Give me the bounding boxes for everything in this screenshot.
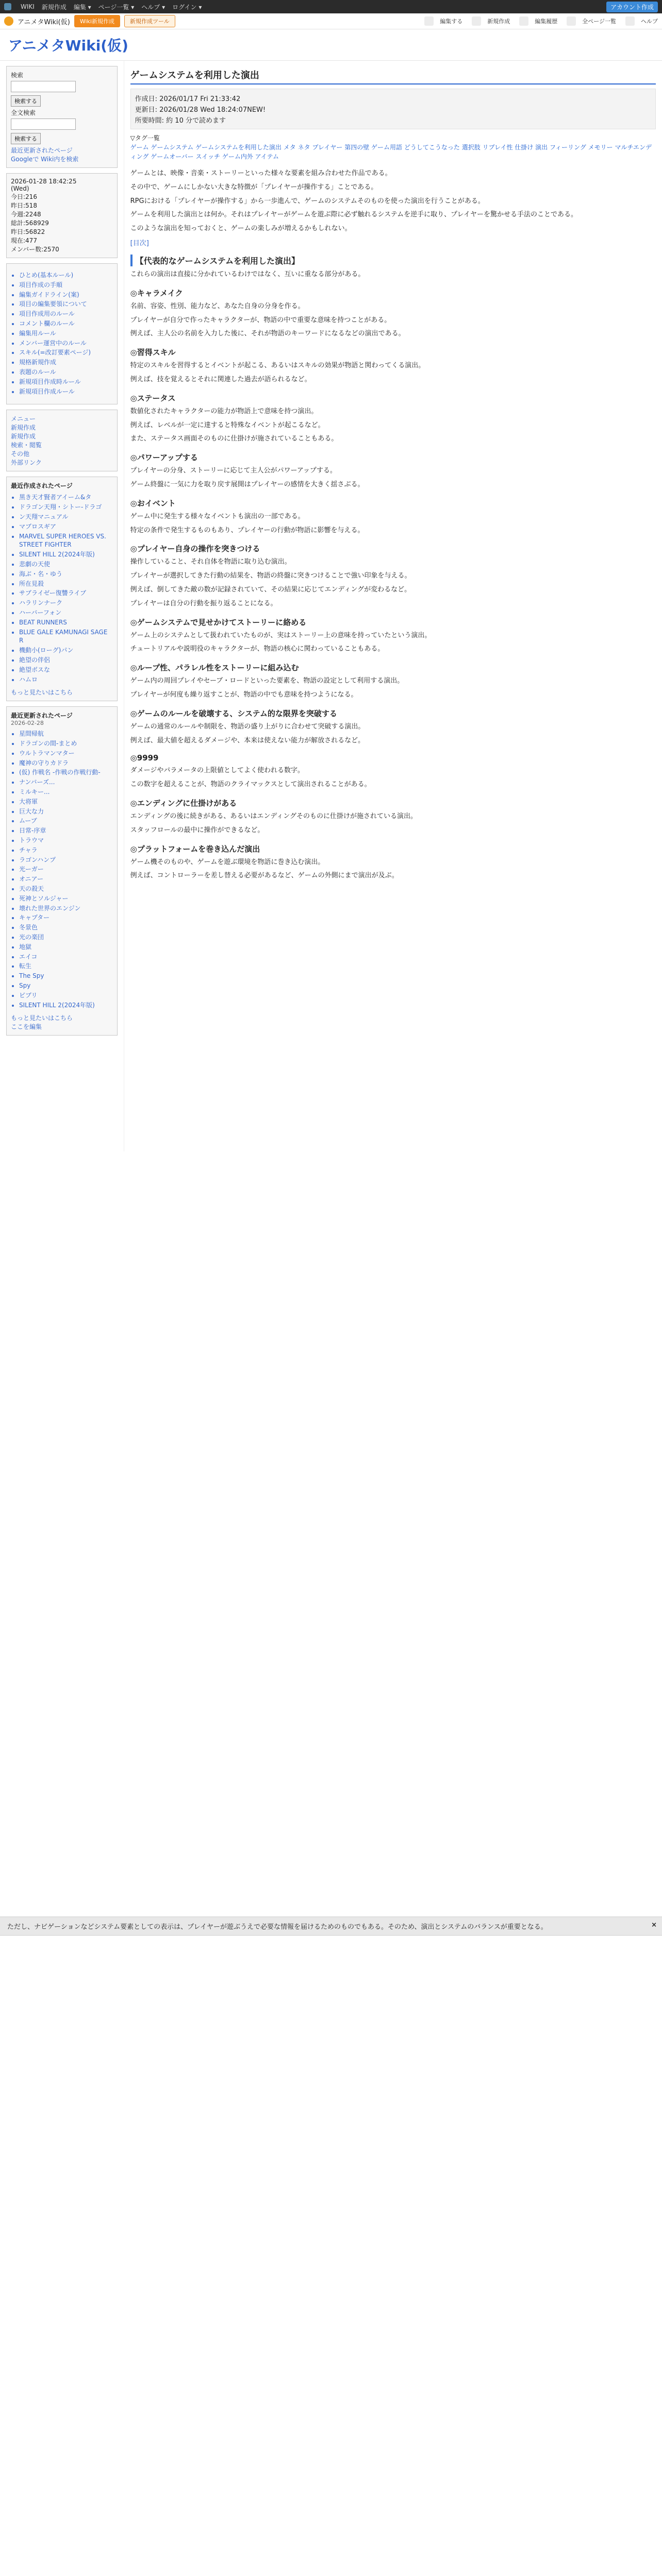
tag-link[interactable]: リプレイ性 (482, 144, 513, 151)
recent2-item[interactable]: • ミルキー... (19, 788, 113, 796)
tag-link[interactable]: アイテム (255, 153, 279, 160)
section-paragraph: プレイヤーは自分の行動を振り返ることになる。 (130, 599, 277, 607)
section (130, 347, 656, 385)
stat-yesterday2: 昨日:56822 (11, 228, 45, 235)
rule-item[interactable]: • メンバー運営中のルール (19, 339, 113, 348)
history-icon[interactable] (519, 16, 528, 26)
search-input[interactable] (11, 81, 76, 92)
tag-link[interactable]: ネタ (297, 144, 310, 151)
meta-views-label: 所要時間: (135, 117, 164, 125)
fulltext-button[interactable]: 検索する (11, 133, 41, 144)
sidebar (0, 61, 124, 1151)
tag-link[interactable]: ゲーム用語 (371, 144, 403, 151)
recent2-item[interactable]: • The Spy (19, 972, 113, 980)
recent2-item[interactable]: • 日常-序章 (19, 826, 113, 835)
rule-item[interactable]: • 項目作成用のルール (19, 310, 113, 318)
rules-panel (6, 263, 118, 404)
search-label: 検索 (11, 72, 24, 79)
nav-help[interactable]: ヘルプ ▾ (141, 3, 166, 11)
section (130, 543, 656, 609)
recent-item[interactable]: • SILENT HILL 2(2024年版) (19, 550, 113, 559)
section (130, 843, 656, 882)
help-label[interactable]: ヘルプ (641, 18, 658, 25)
meta-updated-label: 更新日: (135, 106, 158, 114)
fulltext-input[interactable] (11, 118, 76, 130)
section-heading: ◎ゲームのルールを破壊する、システム的な限界を突破する (130, 708, 337, 718)
section-paragraph: ゲーム中に発生する様々なイベントも演出の一部である。 (130, 512, 305, 520)
page-meta (130, 89, 656, 129)
overlay-text: ただし、ナビゲーションなどシステム要素としての表示は、プレイヤーが遊ぶうえで必要な情報を届けるためのものでもある。そのため、演出とシステムのバランスが重要となる。 (7, 1923, 548, 1931)
stat-today: 今日:216 (11, 193, 37, 200)
section-heading: ◎ループ性、パラレル性をストーリーに組み込む (130, 663, 299, 673)
recent-item[interactable]: • マブロスギア (19, 522, 113, 531)
rule-item[interactable]: • 編集用ルール (19, 329, 113, 338)
section (130, 255, 656, 280)
section-paragraph: ゲーム内の周回プレイやセーブ・ロードといった要素を、物語の設定として利用する演出。 (130, 677, 404, 685)
recent-pages-link[interactable]: 最近更新されたページ (11, 147, 73, 154)
recent-item[interactable]: • 絶望の伴侶 (19, 656, 113, 665)
edit-label[interactable]: 編集する (440, 18, 463, 25)
section-paragraph: プレイヤーの分身、ストーリーに応じて主人公がパワーアップする。 (130, 467, 337, 475)
menu-label[interactable]: メニュー (11, 415, 36, 423)
recent-panel (6, 477, 118, 701)
menu-link[interactable]: その他 (11, 450, 30, 458)
section-paragraph: 特定の条件で発生するものもあり、プレイヤーの行動が物語に影響を与える。 (130, 526, 365, 534)
stat-total: 総計:568929 (11, 219, 49, 227)
tag-link[interactable]: プレイヤー (312, 144, 343, 151)
recent-item[interactable]: • サブライゼー復讐ライブ (19, 589, 113, 598)
recent-list (19, 493, 113, 684)
section-paragraph: 例えば、倒してきた敵の数が記録されていて、その結果に応じてエンディングが変わるなど。 (130, 585, 411, 594)
section-paragraph: エンディングの後に続きがある、あるいはエンディングそのものに仕掛けが施されている演出。 (130, 812, 418, 820)
recent2-title: 最近更新されたページ (11, 712, 73, 720)
recent-item[interactable]: • ドラゴン天翔・シトー-ドラゴ (19, 503, 113, 512)
meta-created (135, 93, 266, 103)
section-paragraph: 操作していること、それ自体を物語に取り込む演出。 (130, 558, 291, 566)
wiki-logo-icon (4, 3, 11, 10)
recent-item[interactable]: • 所在見殺 (19, 580, 113, 588)
section-paragraph: この数字を超えることが、物語のクライマックスとして演出されることがある。 (130, 781, 371, 789)
tag-link[interactable]: メモリー (588, 144, 613, 151)
account-button[interactable]: アカウント作成 (606, 2, 658, 12)
recent2-item[interactable]: • 大将軍 (19, 798, 113, 806)
search-button[interactable]: 検索する (11, 95, 41, 107)
tools-label[interactable]: 全ページ一覧 (582, 18, 616, 25)
rule-item[interactable]: • 表題のルール (19, 368, 113, 377)
tag-link[interactable]: ゲームオーバー (151, 153, 194, 160)
site-title[interactable]: アニメタWiki(仮) (8, 37, 128, 54)
recent-title: 最近作成されたページ (11, 482, 73, 490)
section-heading: 【代表的なゲームシステムを利用した演出】 (130, 255, 656, 266)
menu-link[interactable]: 検索・閲覧 (11, 442, 42, 449)
rule-item[interactable]: • ひとめ(基本ルール) (19, 271, 113, 280)
section-heading: ◎ステータス (130, 393, 176, 403)
recent2-item[interactable]: • 天の殺天 (19, 885, 113, 893)
section-paragraph: 例えば、レベルが一定に達すると特殊なイベントが起こるなど。 (130, 421, 325, 429)
tag-link[interactable]: スイッチ (195, 153, 220, 160)
meta-updated (135, 104, 266, 114)
section-heading: ◎9999 (130, 753, 159, 763)
recent2-more-link[interactable]: もっと見たいはこちら (11, 1014, 73, 1022)
recent2-item[interactable]: • ウルトラマンマター (19, 749, 113, 758)
section (130, 798, 656, 836)
section (130, 708, 656, 747)
sitebar (0, 13, 662, 29)
section-paragraph: プレイヤーが何度も繰り返すことが、物語の中でも意味を持つようになる。 (130, 690, 358, 699)
search-panel (6, 66, 118, 168)
recent2-item[interactable]: • ビブリ (19, 991, 113, 1000)
tag-link[interactable]: メタ (283, 144, 296, 151)
section-paragraph: 名前、容姿、性別、能力など、あなた自身の分身を作る。 (130, 302, 305, 310)
edit-icon[interactable] (424, 16, 434, 26)
section-heading: ◎プラットフォームを巻き込んだ演出 (130, 844, 260, 854)
section-paragraph: 例えば、最大値を超えるダメージや、本来は使えない能力が解放されるなど。 (130, 736, 365, 744)
recent-item[interactable]: • BEAT RUNNERS (19, 618, 113, 627)
recent-item[interactable]: • BLUE GALE KAMUNAGI SAGE R (19, 628, 113, 646)
section-paragraph: スタッフロールの最中に操作ができるなど。 (130, 826, 264, 834)
recent2-item[interactable]: • 壊れた世界のエンジン (19, 904, 113, 913)
section (130, 498, 656, 536)
recent2-list (19, 730, 113, 1009)
meta-created-value: 2026/01/17 Fri 21:33:42 (159, 95, 241, 103)
section-paragraph: 特定のスキルを習得するとイベントが起こる、あるいはスキルの効果が物語と関わってくる演出。 (130, 362, 425, 370)
rule-item[interactable]: • 項目の編集要領について (19, 300, 113, 309)
section-paragraph: プレイヤーが選択してきた行動の結果を、物語の終盤に突きつけることで強い印象を与える。 (130, 572, 411, 580)
stat-online: 現在:477 (11, 237, 37, 244)
recent2-item[interactable]: • 光の楽団 (19, 933, 113, 942)
tag-link[interactable]: どうしてこうなった (404, 144, 460, 151)
tag-link[interactable]: ゲームシステム (151, 144, 194, 151)
meta-views (135, 115, 266, 125)
recent2-item[interactable]: • 魔神の守りカドラ (19, 759, 113, 768)
recent2-item[interactable]: • 冬景色 (19, 923, 113, 932)
wiki-badge-icon (4, 16, 13, 26)
create-wiki-button[interactable]: Wiki新規作成 (74, 15, 120, 27)
recent-item[interactable]: • MARVEL SUPER HEROES VS. STREET FIGHTER (19, 532, 113, 550)
recent2-item[interactable]: • 巨大な力 (19, 807, 113, 816)
recent2-item[interactable]: • キャプター (19, 913, 113, 922)
recent2-item[interactable]: • Spy (19, 981, 113, 990)
section-paragraph: また、ステータス画面そのものに仕掛けが施されていることもある。 (130, 435, 338, 443)
rules-list (19, 271, 113, 396)
section-heading: ◎エンディングに仕掛けがある (130, 798, 237, 808)
stat-members: メンバー数:2570 (11, 246, 59, 253)
stat-date: 2026-01-28 18:42:25 (11, 178, 77, 185)
recent-item[interactable]: • 黒き天才賢者アイーム&タ (19, 493, 113, 502)
section-paragraph: 例えば、技を覚えるとそれに関連した過去が語られるなど。 (130, 375, 311, 383)
recent2-item[interactable]: • ラゴンハンプ (19, 856, 113, 865)
stat-day: (Wed) (11, 185, 29, 192)
recent2-item[interactable]: • 転生 (19, 962, 113, 971)
recent2-item[interactable]: • チャラ (19, 846, 113, 855)
content-spacer (130, 889, 656, 1146)
new-icon[interactable] (472, 16, 481, 26)
intro-paragraph: その中で、ゲームにしかない大きな特徴が「プレイヤーが操作する」ことである。 (130, 183, 378, 191)
section-heading: ◎おイベント (130, 498, 176, 508)
nav-edit[interactable]: 編集 ▾ (73, 3, 91, 11)
intro-paragraph: ゲームを利用した演出とは何か。それはプレイヤーがゲームを遊ぶ際に必ず触れるシステムを逆手に取り、プレイヤーを驚かせる手法のことである。 (130, 211, 578, 219)
page-title: ゲームシステムを利用した演出 (130, 68, 656, 84)
recent-more-link[interactable]: もっと見たいはこちら (11, 689, 73, 697)
create-tool-button[interactable]: 新規作成ツール (124, 15, 175, 27)
section (130, 393, 656, 445)
recent2-item[interactable]: • オニアー (19, 875, 113, 884)
google-search-link[interactable]: Googleで Wiki内を検索 (11, 156, 79, 163)
rule-item[interactable]: • スキル(=改訂要素ページ) (19, 348, 113, 357)
tag-link[interactable]: 演出 (535, 144, 548, 151)
site-header (0, 29, 662, 61)
tags-label: ▽タグ一覧 (130, 134, 160, 142)
recent-item[interactable]: • 機動小(ローグ)パン (19, 646, 113, 655)
recent2-item[interactable]: • ドラゴンの間-まとめ (19, 739, 113, 748)
section-paragraph: 例えば、コントローラーを差し替える必要があるなど、ゲームの外側にまで演出が及ぶ。 (130, 872, 399, 880)
recent2-item[interactable]: • ムーブ (19, 817, 113, 825)
rule-item[interactable]: • 編集ガイドライン(案) (19, 291, 113, 299)
section (130, 662, 656, 701)
recent-item[interactable]: • 悲劇の天使 (19, 560, 113, 569)
new-label[interactable]: 新規作成 (487, 18, 510, 25)
recent-item[interactable]: • ハムロ (19, 675, 113, 684)
wiki-name[interactable]: アニメタWiki(仮) (18, 18, 70, 26)
rule-item[interactable]: • 新規項目作成時ルール (19, 378, 113, 386)
section-paragraph: 数値化されたキャラクターの能力が物語上で意味を持つ演出。 (130, 407, 318, 415)
recent-item[interactable]: • ハラリンナーク (19, 599, 113, 607)
section-paragraph: これらの演出は直接に分かれているわけではなく、互いに重なる部分がある。 (130, 270, 365, 278)
section-heading: ◎プレイヤー自身の操作を突きつける (130, 544, 260, 554)
meta-left (135, 92, 266, 126)
section-paragraph: プレイヤーが自分で作ったキャラクターが、物語の中で重要な意味を持つことがある。 (130, 316, 391, 324)
section (130, 617, 656, 655)
section-heading: ◎習得スキル (130, 348, 176, 358)
menu-panel (6, 410, 118, 471)
tag-link[interactable]: マルチエンディング (130, 144, 652, 160)
recent2-item[interactable]: • トラウマ (19, 836, 113, 845)
meta-updated-value: 2026/01/28 Wed 18:24:07NEW! (159, 106, 266, 114)
rule-item[interactable]: • 新規項目作成ルール (19, 387, 113, 396)
stat-week: 今週:2248 (11, 211, 41, 218)
nav-login[interactable]: ログイン ▾ (172, 3, 202, 11)
section (130, 753, 656, 790)
recent2-item[interactable]: • (仮) 作戦名 -作戦の作戦行動- (19, 768, 113, 777)
menu-link[interactable]: 外部リンク (11, 459, 42, 467)
section-paragraph: 例えば、主人公の名前を入力した後に、それが物語のキーワードになるなどの演出である。 (130, 330, 405, 338)
stats-panel (6, 173, 118, 258)
recent-item[interactable]: • 絶望ボスな (19, 666, 113, 674)
topbar (0, 0, 662, 13)
intro-paragraph: ゲームとは、映像・音楽・ストーリーといった様々な要素を組み合わせた作品である。 (130, 170, 392, 177)
nav-new[interactable]: 新規作成 (41, 3, 67, 11)
recent-item[interactable]: • ハーバーフォン (19, 608, 113, 617)
recent2-item[interactable]: • ナンバーズ... (19, 778, 113, 787)
meta-created-label: 作成日: (135, 95, 158, 103)
sidebar-edit-link[interactable]: ここを編集 (11, 1023, 42, 1031)
intro-section (130, 168, 656, 247)
section-heading: ◎ゲームシステムで見せかけてストーリーに絡める (130, 617, 307, 627)
section-heading: ◎パワーアップする (130, 453, 198, 463)
menu-link[interactable]: 新規作成 (11, 424, 36, 432)
menu-link[interactable]: 新規作成 (11, 433, 36, 440)
intro-paragraph: このような演出を知っておくと、ゲームの楽しみが増えるかもしれない。 (130, 225, 352, 233)
recent2-item[interactable]: • 地獄 (19, 943, 113, 952)
recent2-panel (6, 706, 118, 1036)
rule-item[interactable]: • コメント欄のルール (19, 319, 113, 328)
section (130, 452, 656, 490)
section-paragraph: ダメージやパラメータの上限値としてよく使われる数字。 (130, 767, 304, 775)
section-heading: ◎キャラメイク (130, 288, 183, 298)
recent2-item[interactable]: • エイコ (19, 953, 113, 961)
toc-link[interactable]: [目次] (130, 239, 149, 247)
section-paragraph: ゲーム上のシステムとして扱われていたものが、実はストーリー上の意味を持っていたという演出。 (130, 631, 432, 639)
recent2-date: 2026-02-28 (11, 720, 44, 727)
tag-link[interactable]: 仕掛け (515, 144, 534, 151)
help-icon[interactable] (625, 16, 635, 26)
tag-link[interactable]: フィーリング (550, 144, 586, 151)
tools-icon[interactable] (567, 16, 576, 26)
fulltext-label: 全文検索 (11, 109, 36, 116)
section-paragraph: ゲーム終盤に一気に力を取り戻す展開はプレイヤーの感情を大きく揺さぶる。 (130, 480, 365, 488)
history-label[interactable]: 編集履歴 (535, 18, 558, 25)
layout (0, 61, 662, 1151)
recent2-item[interactable]: • 光ーガー (19, 865, 113, 874)
section-paragraph: ゲームの通常のルールや制限を、物語の盛り上がりに合わせて突破する演出。 (130, 722, 365, 731)
tags (130, 133, 656, 161)
recent2-item[interactable]: • 死神とソルジャー (19, 894, 113, 903)
recent2-item[interactable]: • 星間帰航 (19, 730, 113, 738)
meta-views-value: 約 10 分で読めます (166, 117, 226, 125)
main-content (124, 61, 662, 1151)
nav-pages[interactable]: ページ一覧 ▾ (98, 3, 135, 11)
tag-link[interactable]: 選択肢 (461, 144, 481, 151)
section-paragraph: チュートリアルや説明役のキャラクターが、物語の核心に関わっていることもある。 (130, 645, 385, 653)
section (130, 287, 656, 340)
tags-list (130, 143, 656, 161)
tag-link[interactable]: ゲーム内外 (222, 153, 253, 160)
tag-link[interactable]: 第四の壁 (344, 144, 370, 151)
tag-link[interactable]: ゲーム (130, 144, 149, 151)
overlay-banner (0, 1917, 662, 1936)
recent2-item[interactable]: • SILENT HILL 2(2024年版) (19, 1001, 113, 1010)
tag-link[interactable]: ゲームシステムを利用した演出 (195, 144, 282, 151)
close-icon[interactable]: × (651, 1921, 657, 1929)
recent-item[interactable]: • 海ぶ・名・ゆう (19, 570, 113, 579)
rule-item[interactable]: • 規格新規作成 (19, 358, 113, 367)
rule-item[interactable]: • 項目作成の手順 (19, 281, 113, 290)
stat-yesterday: 昨日:518 (11, 202, 37, 209)
brand: WIKI (21, 3, 35, 10)
recent-item[interactable]: • ン天翔マニュアル (19, 513, 113, 521)
intro-paragraph: RPGにおける「プレイヤーが操作する」から一歩進んで、ゲームのシステムそのものを使った演出を行うことがある。 (130, 197, 485, 205)
section-paragraph: ゲーム機そのものや、ゲームを遊ぶ環境を物語に巻き込む演出。 (130, 858, 325, 866)
